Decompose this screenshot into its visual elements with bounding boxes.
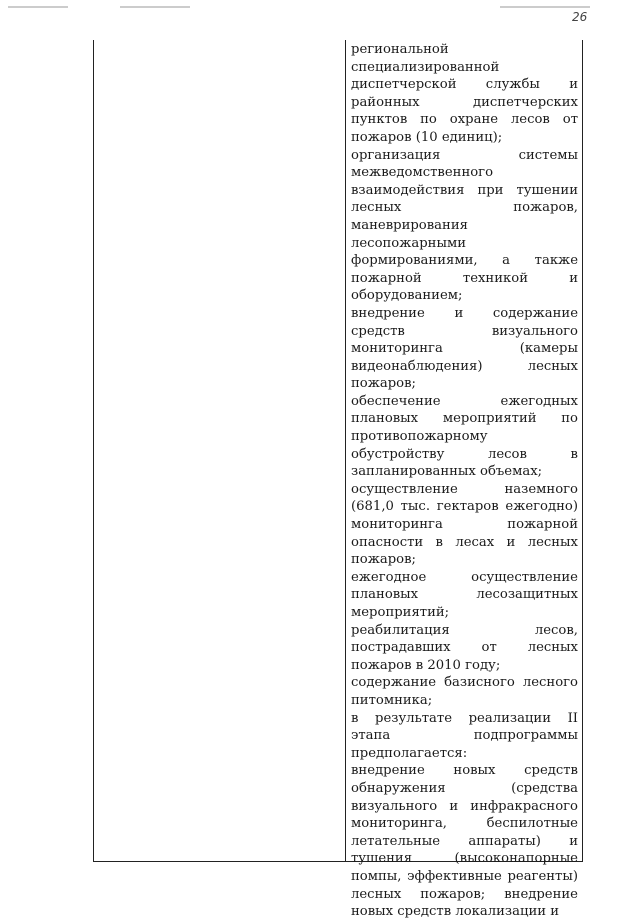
scan-artifact-right [500, 6, 590, 8]
document-table [93, 40, 583, 920]
paragraph-nursery: содержание базисного лесного питомника; [351, 675, 578, 708]
paragraph-rehabilitation: реабилитация лесов, пострадавших от лесных пожаров в 2010 году; [351, 622, 578, 673]
scan-artifact-mid [120, 6, 190, 8]
paragraph-visual-monitoring: внедрение и содержание средств визуального мониторинга (камеры видеонаблюдения) лесных пожаров; [351, 305, 578, 392]
paragraph-dispatch-service: региональной специализированной диспетчерской службы и районных диспетчерских пунктов по охране лесов от пожаров (10 единиц); [351, 42, 578, 145]
table-right-cell [346, 40, 582, 920]
paragraph-stage-two: в результате реализации II этапа подпрограммы предполагается: [351, 710, 578, 761]
page-number: 26 [572, 10, 588, 24]
table-left-cell [94, 40, 346, 861]
paragraph-ground-monitoring: осуществление наземного (681,0 тыс. гектаров ежегодно) мониторинга пожарной опасности в лесах и лесных пожаров; [351, 481, 578, 568]
paragraph-fire-prevention: обеспечение ежегодных плановых мероприятий по противопожарному обустройству лесов в запланированных объемах; [351, 393, 578, 480]
paragraph-new-means: внедрение новых средств обнаружения (средства визуального и инфракрасного мониторинга, беспилотные летательные аппараты) и тушения (высоконапорные помпы, эффективные реагенты) лесных пожаров; внедрение новых средств локализации и [351, 763, 578, 920]
scan-artifact-left [8, 6, 68, 8]
paragraph-interagency-system: организация системы межведомственного взаимодействия при тушении лесных пожаров, маневрирования лесопожарными формированиями, а также пожарной техникой и оборудованием; [351, 147, 578, 304]
paragraph-forest-protection: ежегодное осуществление плановых лесозащитных мероприятий; [351, 569, 578, 620]
